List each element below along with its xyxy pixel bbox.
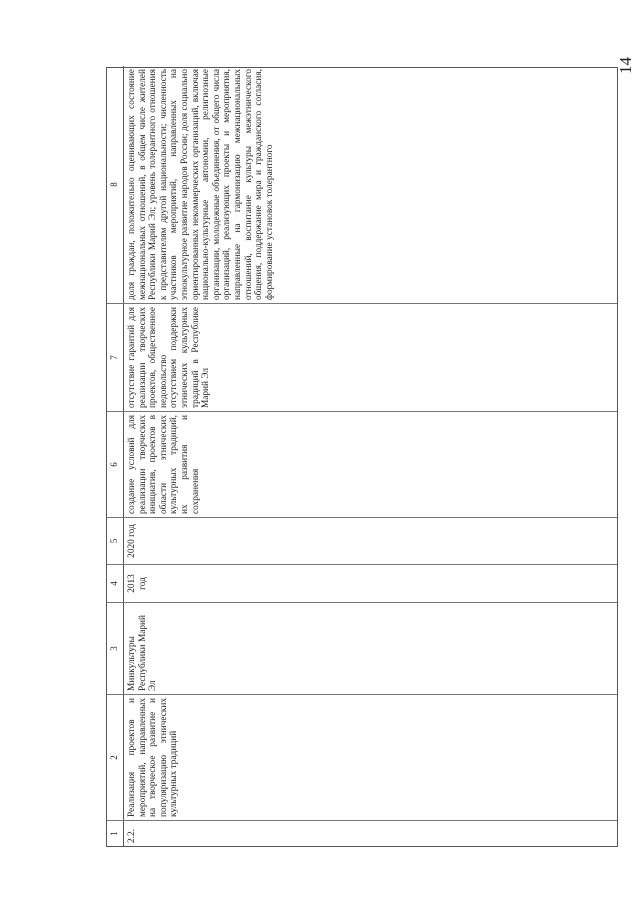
header-col-1: 1	[107, 820, 123, 846]
executor: Минкультуры Республики Марий Эл	[123, 602, 617, 694]
header-col-6: 6	[107, 411, 123, 517]
measure-name: Реализация проектов и мероприятий, направленных на творческое развитие и популяризацию этнических культурных традиций	[123, 694, 617, 820]
expected-result: создание условий для реализации творческих инициатив, проектов в области этнических культурных традиций, их развития и сохранения	[123, 411, 617, 517]
header-col-7: 7	[107, 303, 123, 411]
table-row	[123, 66, 617, 846]
header-col-8: 8	[109, 182, 119, 187]
row-number: 2.2.	[123, 820, 617, 846]
page-number-text: 14	[616, 57, 635, 74]
end-year: 2020 год	[123, 517, 617, 564]
header-col-5: 5	[107, 517, 123, 564]
consequences: отсутствие гарантий для реализации творческих проектов, общественное недовольство отсутствием поддержки этнических культурных традиций в Республике Марий Эл	[123, 303, 617, 411]
start-year: 2013 год	[123, 564, 617, 602]
header-col-4: 4	[107, 564, 123, 602]
indicators: доля граждан, положительно оценивающих состояние межнациональных отношений, в общем числе жителей Республики Марий Эл; уровень толерантного отношения к представителям другой национальности; численность участников мероприятий, направленных на этнокультурное развитие народов России; доля социально ориентированных некоммерческих организаций, включая национально-культурные автономии, религиозные организации, молодежные объединения, от общего числа организаций, реализующих проекты и мероприятия, направленные на гармонизацию межнациональных отношений, воспитание культуры межэтнического общения, поддержание мира и гражданского согласия, формирование установок толерантного	[127, 69, 275, 300]
table-header-row	[107, 66, 124, 846]
measures-table	[106, 67, 618, 847]
header-col-3: 3	[107, 602, 123, 694]
header-col-2: 2	[107, 694, 123, 820]
table-wrapper	[106, 67, 618, 847]
